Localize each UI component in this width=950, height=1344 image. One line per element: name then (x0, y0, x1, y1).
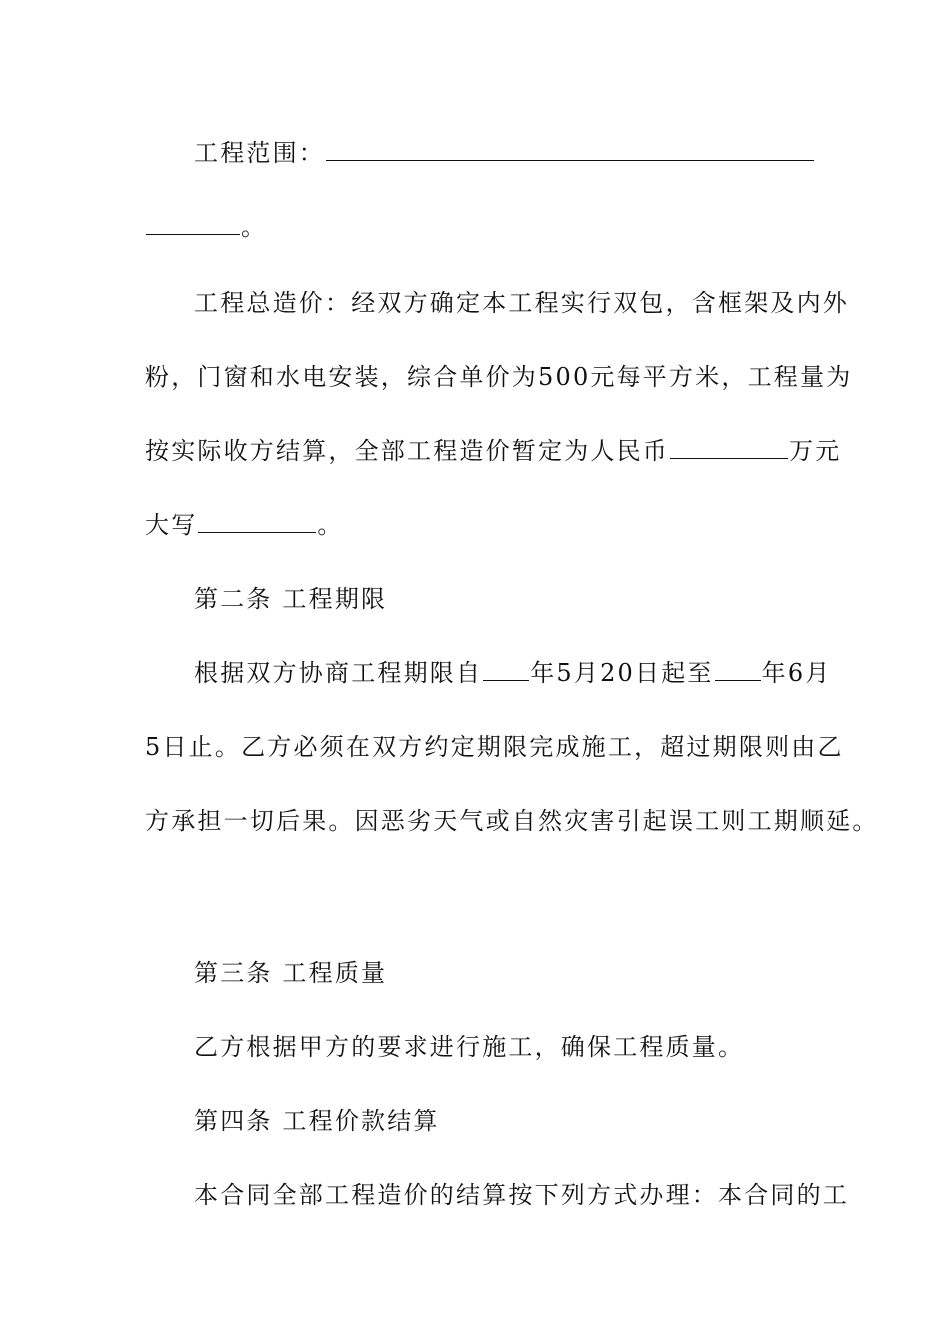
cost-end: 。 (317, 511, 344, 539)
article-4-body: 本合同全部工程造价的结算按下列方式办理：本合同的工 (194, 1181, 849, 1209)
article-3-body: 乙方根据甲方的要求进行施工，确保工程质量。 (194, 1033, 745, 1061)
article-2-line-3: 方承担一切后果。因恶劣天气或自然灾害引起误工则工期顺延。 (145, 807, 879, 835)
article-2-heading: 第二条 工程期限 (194, 585, 388, 613)
scope-blank-continued[interactable] (146, 212, 240, 235)
cost-capital-blank[interactable] (198, 510, 316, 533)
article-2-line-2: 5日止。乙方必须在双方约定期限完成施工，超过期限则由乙 (145, 733, 844, 761)
end-year-blank[interactable] (715, 658, 761, 681)
cost-capital-label: 大写 (145, 511, 198, 539)
article-4-heading: 第四条 工程价款结算 (194, 1107, 440, 1135)
cost-amount-blank[interactable] (670, 436, 788, 459)
cost-line-2: 粉，门窗和水电安装，综合单价为500元每平方米，工程量为 (145, 363, 853, 391)
cost-unit: 万元 (789, 437, 842, 465)
article-2-line-1 (194, 658, 832, 688)
period-end-month: 年6月 (761, 659, 832, 687)
period-start-label: 根据双方协商工程期限自 (194, 659, 483, 687)
scope-end: 。 (241, 213, 268, 241)
article-3-heading: 第三条 工程质量 (194, 959, 388, 987)
period-start-date: 年5月20日起至 (530, 659, 714, 687)
cost-line-3 (145, 436, 841, 466)
start-year-blank[interactable] (483, 658, 529, 681)
scope-continuation (145, 212, 267, 242)
scope-line (194, 138, 815, 168)
cost-line-4 (145, 510, 344, 540)
scope-label: 工程范围： (194, 139, 325, 167)
cost-amount-label: 按实际收方结算，全部工程造价暂定为人民币 (145, 437, 669, 465)
cost-line-1: 工程总造价：经双方确定本工程实行双包，含框架及内外 (194, 289, 849, 317)
scope-blank[interactable] (326, 138, 814, 161)
